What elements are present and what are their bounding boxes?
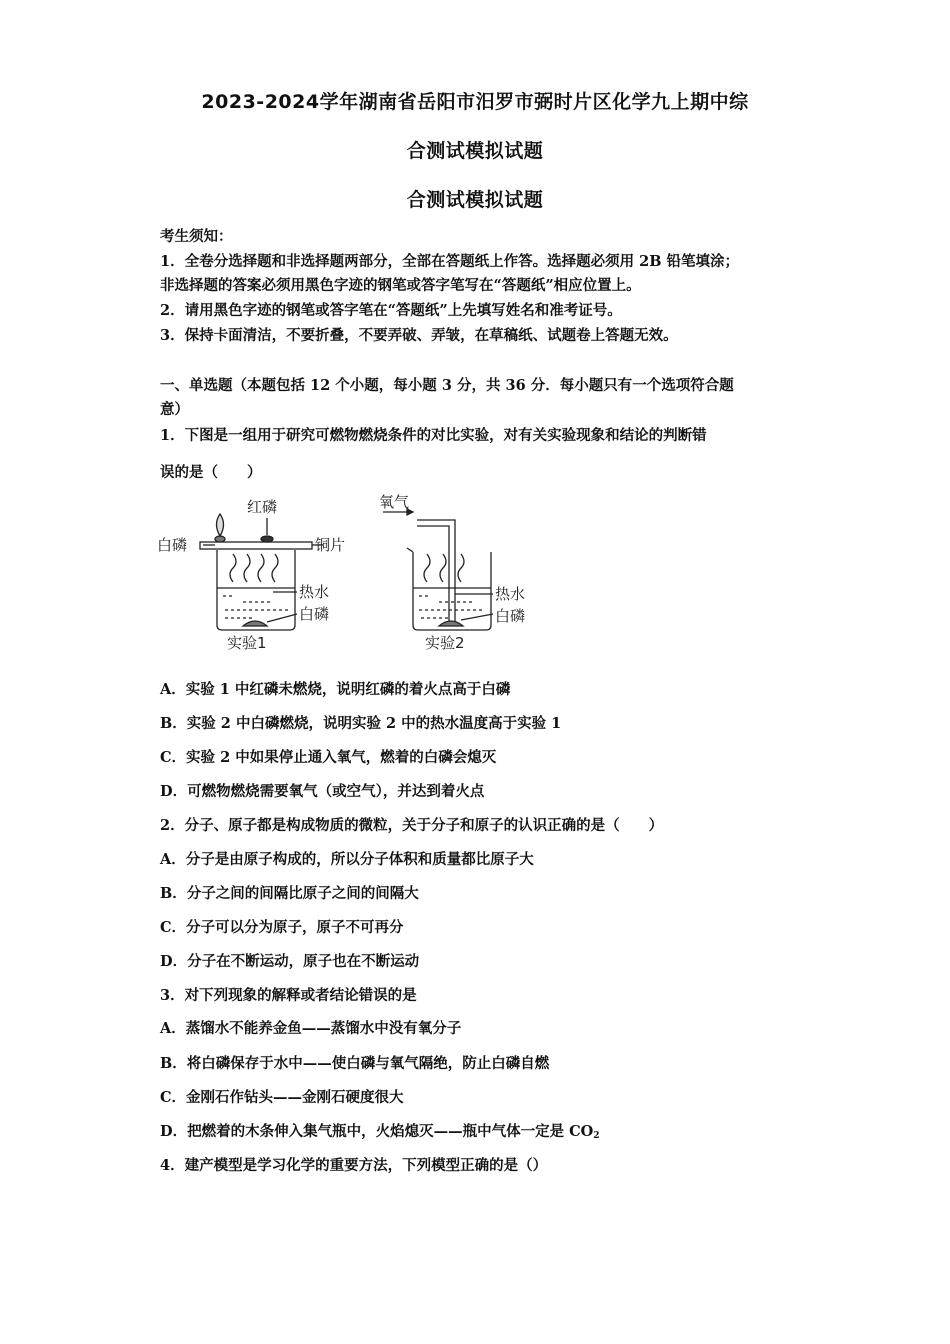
label-red-phosphorus: 红磷 <box>247 498 278 516</box>
section-heading-a: 一、单选题（本题包括 12 个小题，每小题 3 分，共 36 分．每小题只有一个选项符合题 <box>160 377 734 394</box>
exp1-red-p <box>261 536 273 542</box>
q3-option-d-text: D．把燃着的木条伸入集气瓶中，火焰熄灭——瓶中气体一定是 CO <box>160 1123 594 1140</box>
notice-item-1b: 非选择题的答案必须用黑色字迹的钢笔或答字笔写在“答题纸”相应位置上。 <box>160 277 641 294</box>
caption-experiment-2: 实验2 <box>425 634 465 652</box>
q3-stem: 3．对下列现象的解释或者结论错误的是 <box>160 987 417 1004</box>
q2-option-c: C．分子可以分为原子，原子不可再分 <box>160 919 404 936</box>
exp2-oxygen-tube <box>417 520 455 622</box>
notice-heading: 考生须知： <box>160 228 233 245</box>
q2-option-d: D．分子在不断运动，原子也在不断运动 <box>160 953 420 970</box>
exp1-steam <box>230 554 278 582</box>
q3-option-b: B．将白磷保存于水中——使白磷与氧气隔绝，防止白磷自燃 <box>160 1055 550 1072</box>
exp2-white-p <box>439 621 463 626</box>
title-line-2: 合测试模拟试题 <box>406 140 544 162</box>
q3-option-d <box>160 1122 600 1146</box>
q4-stem: 4．建产模型是学习化学的重要方法，下列模型正确的是（） <box>160 1157 548 1174</box>
label-hot-water-1: 热水 <box>299 583 330 601</box>
q1-option-c: C．实验 2 中如果停止通入氧气，燃着的白磷会熄灭 <box>160 749 497 766</box>
label-white-phosphorus-top: 白磷 <box>157 536 188 554</box>
section-heading-b: 意） <box>160 401 189 418</box>
label-copper-plate: 铜片 <box>315 536 346 554</box>
q2-stem: 2．分子、原子都是构成物质的微粒，关于分子和原子的认识正确的是（ ） <box>160 817 664 834</box>
q1-stem-b: 误的是（ ） <box>160 464 262 481</box>
q2-option-a: A．分子是由原子构成的，所以分子体积和质量都比原子大 <box>160 851 534 868</box>
q3-option-d-subscript: 2 <box>593 1131 600 1141</box>
label-oxygen: 氧气 <box>379 493 410 511</box>
q1-figure <box>155 490 550 660</box>
title-line-3: 合测试模拟试题 <box>406 189 544 211</box>
q3-option-c: C．金刚石作钻头——金刚石硬度很大 <box>160 1089 404 1106</box>
exp1-flame <box>217 514 224 536</box>
notice-item-1a: 1．全卷分选择题和非选择题两部分，全部在答题纸上作答。选择题必须用 2B 铅笔填涂； <box>160 253 740 270</box>
q1-stem-a: 1．下图是一组用于研究可燃物燃烧条件的对比实验，对有关实验现象和结论的判断错 <box>160 427 707 444</box>
exp1-copper-plate <box>200 542 312 549</box>
label-white-phosphorus-2: 白磷 <box>495 607 526 625</box>
caption-experiment-1: 实验1 <box>227 634 267 652</box>
title-line-1: 2023-2024学年湖南省岳阳市汨罗市弼时片区化学九上期中综 <box>201 91 749 113</box>
q1-option-b: B．实验 2 中白磷燃烧，说明实验 2 中的热水温度高于实验 1 <box>160 715 562 732</box>
exp1-white-p-under-water <box>243 621 267 626</box>
q3-option-a: A．蒸馏水不能养金鱼——蒸馏水中没有氧分子 <box>160 1020 462 1037</box>
label-white-phosphorus-1: 白磷 <box>299 605 330 623</box>
exp2-steam <box>424 554 464 582</box>
notice-item-3: 3．保持卡面清洁，不要折叠，不要弄破、弄皱，在草稿纸、试题卷上答题无效。 <box>160 327 678 344</box>
q1-option-a: A．实验 1 中红磷未燃烧，说明红磷的着火点高于白磷 <box>160 681 511 698</box>
q2-option-b: B．分子之间的间隔比原子之间的间隔大 <box>160 885 419 902</box>
notice-item-2: 2．请用黑色字迹的钢笔或答字笔在“答题纸”上先填写姓名和准考证号。 <box>160 302 622 319</box>
label-hot-water-2: 热水 <box>495 585 526 603</box>
q1-option-d: D．可燃物燃烧需要氧气（或空气），并达到着火点 <box>160 783 485 800</box>
